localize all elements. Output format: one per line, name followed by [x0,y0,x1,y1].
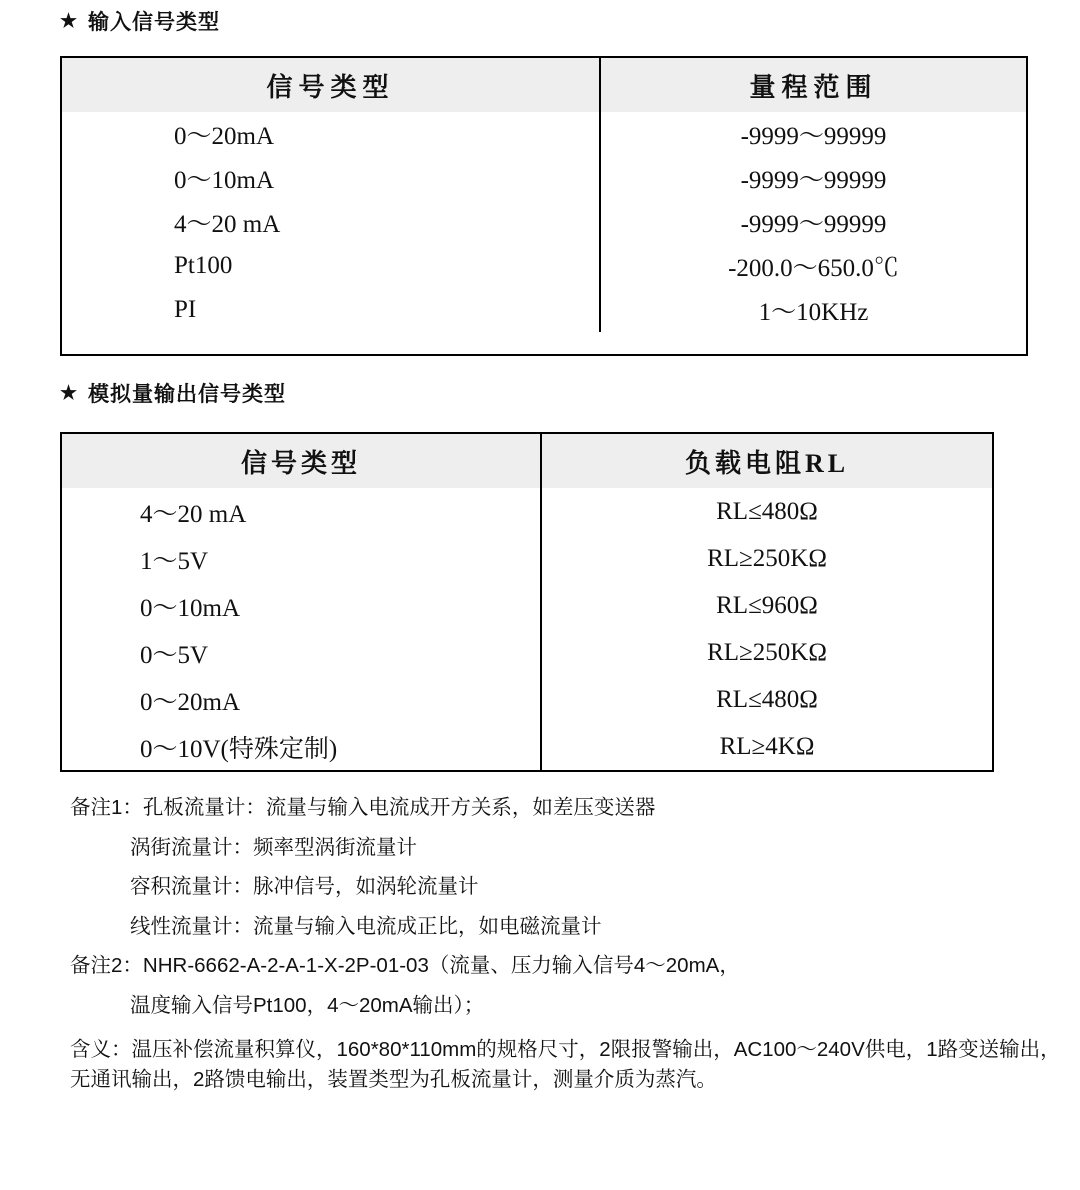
table-row [61,156,1027,200]
table-row [61,244,1027,288]
cell-signal-type: 0～10mA [174,167,275,194]
table-header-row [61,433,993,488]
input-signal-type-table [60,56,1028,356]
spacer [0,356,1080,378]
table-header-row [61,57,1027,112]
section-heading-analog-output-signal-type [60,378,1080,408]
note-line: 备注2：NHR-6662-A-2-A-1-X-2P-01-03（流量、压力输入信号4～20mA， [70,954,740,977]
cell-load-resistance: RL≤480Ω [541,676,993,723]
spacer [0,36,1080,56]
cell-load-resistance: RL≥250KΩ [541,535,993,582]
star-icon: ★ [60,382,79,404]
cell-signal-type: 4～20 mA [140,500,247,528]
column-header-signal-type: 信号类型 [61,57,600,112]
section-heading-label: 模拟量输出信号类型 [88,383,287,406]
table-row [61,723,993,771]
table-row [61,535,993,582]
cell-range: 1～10KHz [600,288,1027,332]
cell-range: -9999～99999 [600,112,1027,156]
column-header-signal-type: 信号类型 [61,433,541,488]
note-line: 温度输入信号Pt100，4～20mA输出）； [130,993,485,1017]
table-row [61,288,1027,332]
cell-range: -200.0～650.0℃ [600,244,1027,288]
note-line: 涡街流量计：频率型涡街流量计 [130,835,417,859]
cell-range: -9999～99999 [600,156,1027,200]
table-row [61,112,1027,156]
cell-load-resistance: RL≤960Ω [541,582,993,629]
cell-signal-type: Pt100 [174,252,233,279]
table-row [61,676,993,723]
section-heading-input-signal-type [60,0,1080,36]
section-heading-label: 输入信号类型 [88,11,221,34]
cell-signal-type: 0～5V [140,641,209,669]
cell-range: -9999～99999 [600,200,1027,244]
table-row [61,488,993,535]
cell-signal-type: 0～10V(特殊定制) [140,735,338,763]
cell-load-resistance: RL≥250KΩ [541,629,993,676]
notes-block [70,798,1080,1094]
note-line: 含义：温压补偿流量积算仪，160*80*110mm的规格尺寸，2限报警输出，AC100～240V供电，1路变送输出，无通讯输出，2路馈电输出，装置类型为孔板流量计，测量介质为蒸汽。 [70,1038,1061,1091]
cell-signal-type: 0～20mA [140,688,241,716]
spacer [0,408,1080,432]
note-line: 备注1：孔板流量计：流量与输入电流成开方关系，如差压变送器 [70,796,656,819]
cell-signal-type: 1～5V [140,547,209,575]
analog-output-signal-type-table [60,432,994,772]
star-icon: ★ [60,10,79,32]
note-line: 线性流量计：流量与输入电流成正比，如电磁流量计 [130,914,602,938]
table-row [61,200,1027,244]
table-bottom-spacer [61,332,1027,355]
cell-signal-type: PI [174,296,197,323]
cell-signal-type: 0～10mA [140,594,241,622]
cell-load-resistance: RL≥4KΩ [541,723,993,771]
note-line: 容积流量计：脉冲信号，如涡轮流量计 [130,875,479,898]
column-header-range: 量程范围 [600,57,1027,112]
cell-signal-type: 4～20 mA [174,211,281,238]
cell-load-resistance: RL≤480Ω [541,488,993,535]
table-row [61,582,993,629]
table-row [61,629,993,676]
cell-signal-type: 0～20mA [174,123,275,150]
column-header-load-resistance: 负载电阻RL [541,433,993,488]
